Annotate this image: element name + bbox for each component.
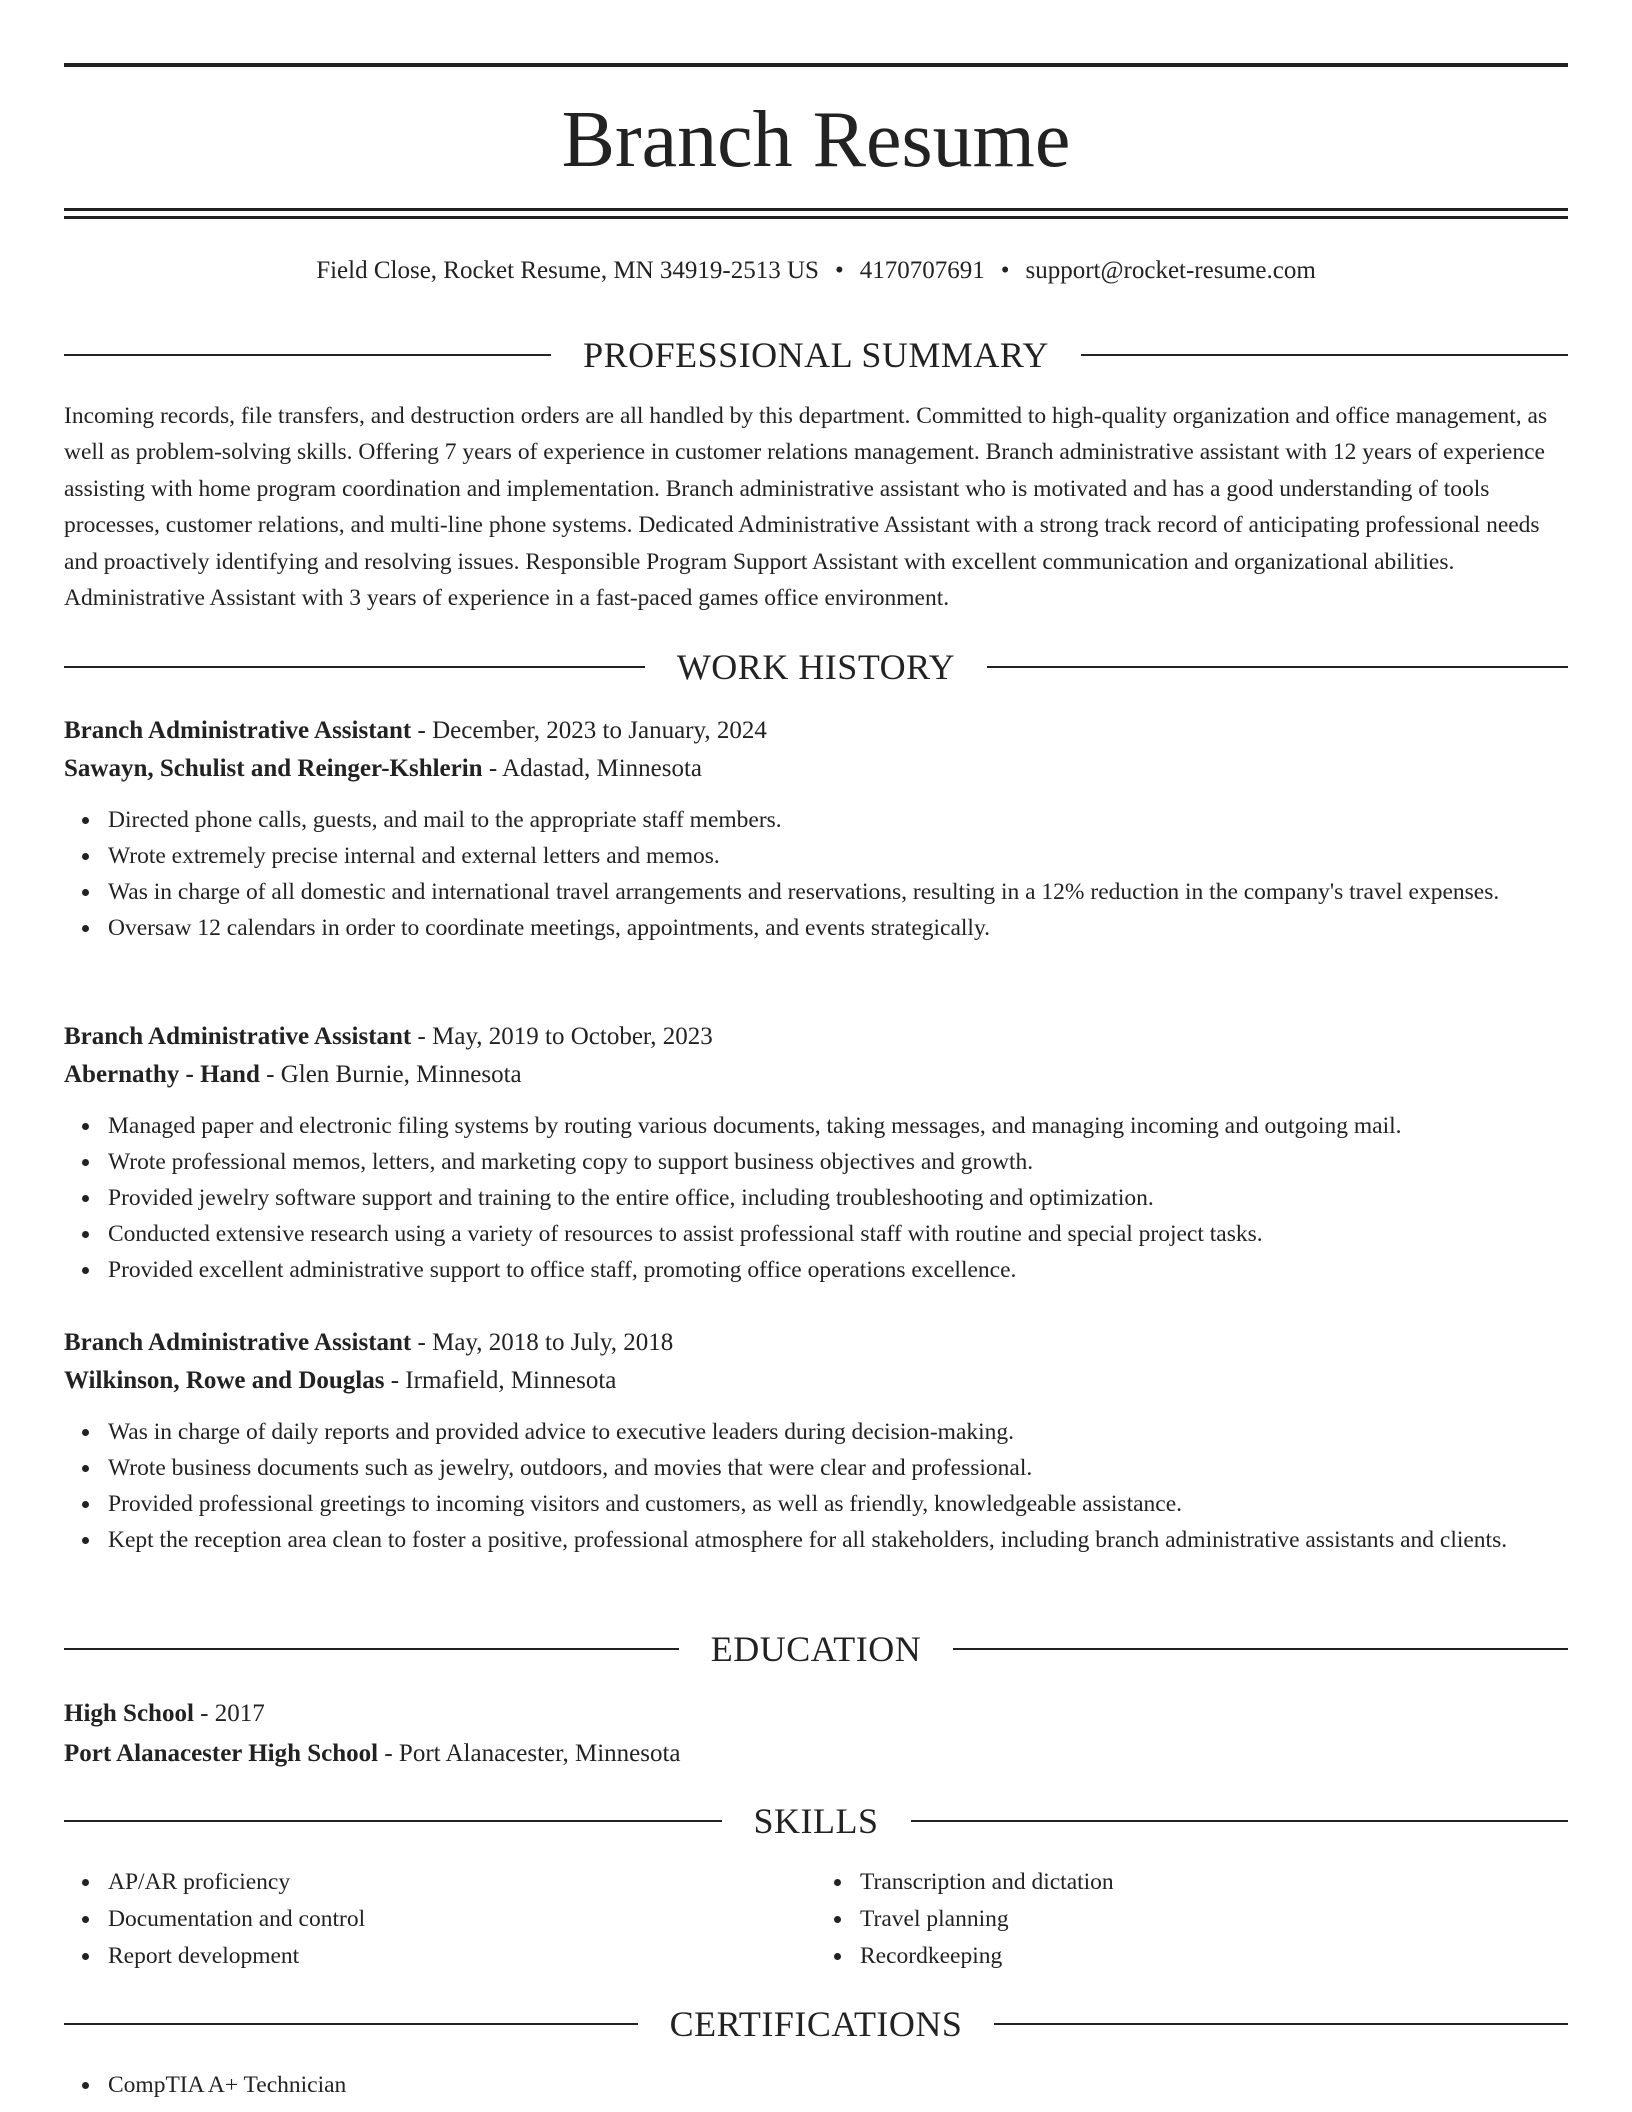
list-item: Transcription and dictation — [860, 1864, 1568, 1901]
contact-email: support@rocket-resume.com — [1025, 257, 1316, 284]
job-company-line — [64, 1056, 1568, 1094]
list-item: Kept the reception area clean to foster a positive, professional atmosphere for all stakeholders, including branch administrative assistants and clients. — [108, 1522, 1568, 1558]
job-company-line — [64, 750, 1568, 788]
job-company: Sawayn, Schulist and Reinger-Kshlerin — [64, 755, 483, 782]
list-item: Was in charge of all domestic and international travel arrangements and reservations, resulting in a 12% reduction in the company's travel expenses. — [108, 874, 1568, 910]
heading-rule-left — [64, 354, 551, 356]
job-title: Branch Administrative Assistant — [64, 717, 412, 744]
section-title: WORK HISTORY — [676, 647, 956, 687]
header-double-rule-upper — [64, 208, 1568, 211]
contact-line — [64, 254, 1568, 288]
job-location: - Adastad, Minnesota — [482, 755, 703, 782]
job-dates: - May, 2019 to October, 2023 — [411, 1023, 713, 1050]
section-title: CERTIFICATIONS — [669, 2004, 963, 2044]
heading-rule-left — [64, 1648, 679, 1650]
list-item: Recordkeeping — [860, 1938, 1568, 1975]
heading-rule-right — [1081, 354, 1568, 356]
job-title: Branch Administrative Assistant — [64, 1329, 412, 1356]
section-title: EDUCATION — [710, 1629, 922, 1669]
job-company: Abernathy - Hand — [64, 1061, 260, 1088]
list-item: CompTIA A+ Technician — [108, 2067, 1568, 2104]
section-title: PROFESSIONAL SUMMARY — [583, 335, 1049, 375]
job-dates: - May, 2018 to July, 2018 — [411, 1329, 674, 1356]
list-item: Provided professional greetings to incoming visitors and customers, as well as friendly, knowledgeable assistance. — [108, 1486, 1568, 1522]
list-item: Wrote professional memos, letters, and marketing copy to support business objectives and growth. — [108, 1144, 1568, 1180]
section-title: SKILLS — [753, 1801, 879, 1841]
list-item: Wrote extremely precise internal and external letters and memos. — [108, 838, 1568, 874]
certifications-bullets — [64, 2067, 1568, 2104]
list-item: Provided jewelry software support and training to the entire office, including troubleshooting and optimization. — [108, 1180, 1568, 1216]
job-company-line — [64, 1362, 1568, 1400]
job-role-line — [64, 1324, 1568, 1362]
list-item: AP/AR proficiency — [108, 1864, 816, 1901]
job-company: Wilkinson, Rowe and Douglas — [64, 1367, 385, 1394]
contact-phone: 4170707691 — [859, 257, 985, 284]
summary-paragraph: Incoming records, file transfers, and destruction orders are all handled by this department. Committed to high-quality organization and office management, as well as problem-solving skills. Offering 7 years of experience in customer relations management. Branch administrative assistant with 12 years of experience assisting with home program coordination and implementation. Branch administrative assistant who is motivated and has a good understanding of tools processes, customer relations, and multi-line phone systems. Dedicated Administrative Assistant with a strong track record of anticipating professional needs and proactively identifying and resolving issues. Responsible Program Support Assistant with excellent communication and organizational abilities. Administrative Assistant with 3 years of experience in a fast-paced games office environment. — [64, 403, 1548, 612]
job-bullets — [64, 1108, 1568, 1288]
education-degree-line — [64, 1694, 1568, 1734]
heading-rule-right — [994, 2023, 1568, 2025]
heading-rule-left — [64, 2023, 638, 2025]
section-heading-summary — [64, 332, 1568, 378]
list-item: Report development — [108, 1938, 816, 1975]
list-item: Managed paper and electronic filing systems by routing various documents, taking messages, and managing incoming and outgoing mail. — [108, 1108, 1568, 1144]
job-title: Branch Administrative Assistant — [64, 1023, 412, 1050]
skills-list — [64, 1864, 1568, 1975]
job-dates: - December, 2023 to January, 2024 — [411, 717, 767, 744]
section-heading-certifications — [64, 2001, 1568, 2047]
job-role-line — [64, 712, 1568, 750]
list-item: Travel planning — [860, 1901, 1568, 1938]
list-item: Directed phone calls, guests, and mail to the appropriate staff members. — [108, 802, 1568, 838]
list-item: Oversaw 12 calendars in order to coordinate meetings, appointments, and events strategically. — [108, 910, 1568, 946]
education-entry — [64, 1694, 1568, 1774]
heading-rule-right — [987, 666, 1568, 668]
certifications-list — [64, 2067, 1568, 2104]
job-entry — [64, 712, 1568, 946]
education-year: - 2017 — [193, 1700, 265, 1727]
list-item: Conducted extensive research using a variety of resources to assist professional staff with routine and special project tasks. — [108, 1216, 1568, 1252]
heading-rule-right — [953, 1648, 1568, 1650]
section-heading-skills — [64, 1798, 1568, 1844]
top-rule — [64, 63, 1568, 67]
education-school: Port Alanacester High School — [64, 1740, 379, 1767]
contact-separator: • — [834, 257, 844, 284]
job-location: - Glen Burnie, Minnesota — [259, 1061, 522, 1088]
heading-rule-right — [911, 1820, 1569, 1822]
list-item: Documentation and control — [108, 1901, 816, 1938]
list-item: Was in charge of daily reports and provided advice to executive leaders during decision-making. — [108, 1414, 1568, 1450]
section-heading-education — [64, 1626, 1568, 1672]
contact-separator: • — [1000, 257, 1010, 284]
job-bullets — [64, 802, 1568, 946]
heading-rule-left — [64, 666, 645, 668]
job-entry — [64, 1324, 1568, 1558]
education-degree: High School — [64, 1700, 194, 1727]
skills-column-left — [64, 1864, 816, 1975]
education-school-line — [64, 1734, 1568, 1774]
header-double-rule-lower — [64, 216, 1568, 219]
heading-rule-left — [64, 1820, 722, 1822]
candidate-name: Branch Resume — [561, 96, 1071, 184]
job-bullets — [64, 1414, 1568, 1558]
section-heading-work-history — [64, 644, 1568, 690]
education-location: - Port Alanacester, Minnesota — [378, 1740, 681, 1767]
list-item: Provided excellent administrative support to office staff, promoting office operations excellence. — [108, 1252, 1568, 1288]
job-entry — [64, 1018, 1568, 1288]
job-location: - Irmafield, Minnesota — [384, 1367, 617, 1394]
contact-address: Field Close, Rocket Resume, MN 34919-2513 US — [316, 257, 819, 284]
skills-column-right — [816, 1864, 1568, 1975]
job-role-line — [64, 1018, 1568, 1056]
list-item: Wrote business documents such as jewelry, outdoors, and movies that were clear and professional. — [108, 1450, 1568, 1486]
